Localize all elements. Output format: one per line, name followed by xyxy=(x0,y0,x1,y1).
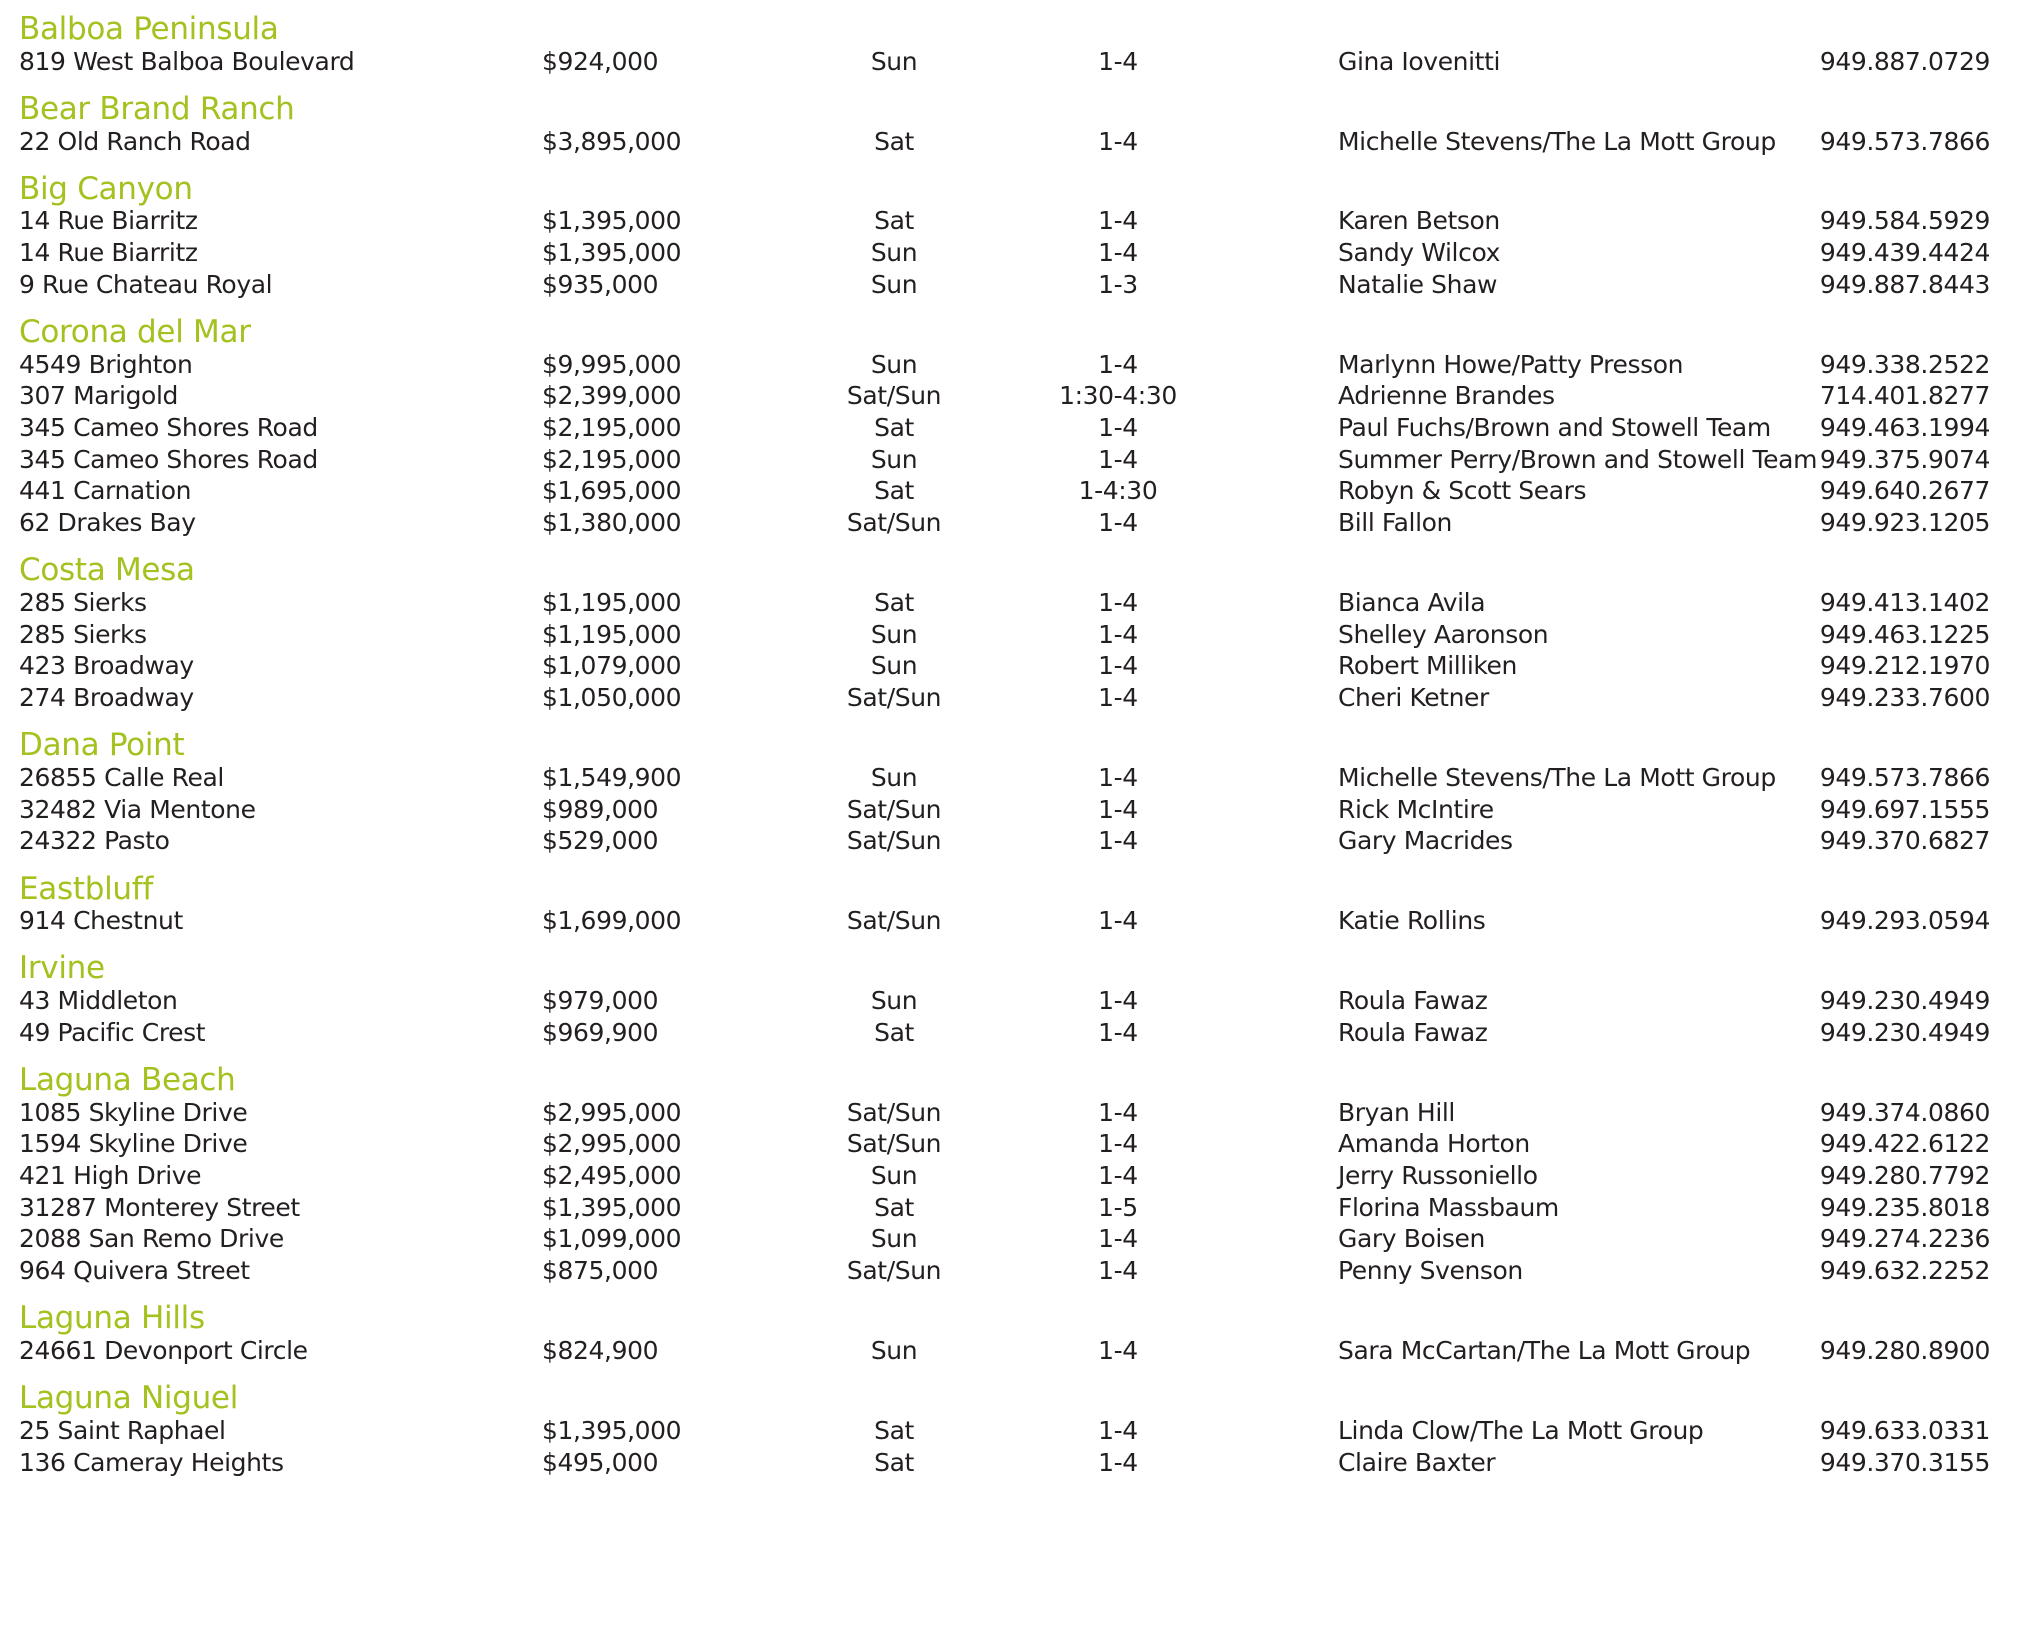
listing-day: Sat xyxy=(874,1447,914,1477)
listing-price: $2,495,000 xyxy=(542,1161,682,1190)
neighborhood-heading: Laguna Hills xyxy=(19,1300,205,1337)
listing-phone: 949.280.8900 xyxy=(1819,1335,1990,1365)
listing-address: 26855 Calle Real xyxy=(19,762,224,792)
listing-agent: Marlynn Howe/Patty Presson xyxy=(1338,349,1684,379)
listing-day: Sat/Sun xyxy=(846,906,942,936)
listing-time: 1-4 xyxy=(1098,46,1138,76)
listing-agent: Bill Fallon xyxy=(1338,508,1452,538)
listing-price: $935,000 xyxy=(542,269,659,299)
listing-phone: 949.375.9074 xyxy=(1819,444,1990,474)
listing-address: 914 Chestnut xyxy=(19,906,183,936)
listing-day: Sat/Sun xyxy=(846,683,942,713)
listing-phone: 949.697.1555 xyxy=(1819,794,1990,824)
listing-price: $529,000 xyxy=(542,826,659,856)
listing-agent: Katie Rollins xyxy=(1338,906,1486,936)
neighborhood-heading: Big Canyon xyxy=(19,170,193,207)
listing-phone: 949.573.7866 xyxy=(1819,762,1990,792)
listing-day: Sun xyxy=(870,238,918,268)
listing-row xyxy=(0,682,2020,714)
listing-day: Sat xyxy=(874,1017,914,1047)
listing-address: 49 Pacific Crest xyxy=(19,1017,206,1047)
listing-row xyxy=(0,1415,2020,1447)
listing-row xyxy=(0,1335,2020,1367)
listing-address: 22 Old Ranch Road xyxy=(19,126,251,156)
listing-agent: Gina Iovenitti xyxy=(1338,46,1501,76)
listing-address: 136 Cameray Heights xyxy=(19,1447,284,1477)
listing-day: Sat/Sun xyxy=(846,1129,942,1159)
neighborhood-section xyxy=(0,170,2020,301)
listing-time: 1-4 xyxy=(1098,1129,1138,1159)
listing-day: Sat/Sun xyxy=(846,1256,942,1286)
neighborhood-section xyxy=(0,552,2020,713)
listing-address: 62 Drakes Bay xyxy=(19,508,196,538)
listing-phone: 949.235.8018 xyxy=(1819,1192,1990,1222)
neighborhood-section xyxy=(0,90,2020,157)
listing-address: 345 Cameo Shores Road xyxy=(19,413,318,443)
listing-row xyxy=(0,619,2020,651)
listing-address: 14 Rue Biarritz xyxy=(19,206,198,236)
listing-time: 1-4 xyxy=(1098,683,1138,713)
listing-phone: 949.887.0729 xyxy=(1819,46,1990,76)
listing-agent: Cheri Ketner xyxy=(1338,683,1489,713)
listing-row xyxy=(0,237,2020,269)
listing-row xyxy=(0,475,2020,507)
listing-row xyxy=(0,825,2020,857)
listing-day: Sun xyxy=(870,1224,918,1254)
neighborhood-section xyxy=(0,870,2020,937)
listing-day: Sun xyxy=(870,46,918,76)
neighborhood-heading: Eastbluff xyxy=(19,870,153,907)
listing-phone: 949.230.4949 xyxy=(1819,1017,1990,1047)
listing-address: 285 Sierks xyxy=(19,619,147,649)
listing-day: Sat xyxy=(874,206,914,236)
listing-price: $2,995,000 xyxy=(542,1129,682,1159)
listing-row xyxy=(0,587,2020,619)
listing-row xyxy=(0,412,2020,444)
listing-time: 1-4 xyxy=(1098,588,1138,617)
listing-day: Sun xyxy=(870,619,918,649)
listing-address: 25 Saint Raphael xyxy=(19,1415,226,1445)
listing-day: Sat/Sun xyxy=(846,1097,942,1127)
listing-day: Sat/Sun xyxy=(846,794,942,824)
listing-phone: 949.370.3155 xyxy=(1819,1447,1990,1477)
listing-agent: Penny Svenson xyxy=(1338,1256,1523,1286)
listing-row xyxy=(0,1128,2020,1160)
listing-address: 4549 Brighton xyxy=(19,349,193,379)
listing-time: 1-4 xyxy=(1098,762,1138,792)
neighborhood-heading: Bear Brand Ranch xyxy=(19,90,295,127)
listing-row xyxy=(0,762,2020,794)
listing-phone: 949.413.1402 xyxy=(1819,588,1990,617)
listing-price: $3,895,000 xyxy=(542,126,682,156)
listing-price: $2,195,000 xyxy=(542,444,682,474)
listing-phone: 949.230.4949 xyxy=(1819,986,1990,1016)
listing-price: $989,000 xyxy=(542,794,659,824)
listing-row xyxy=(0,269,2020,301)
listing-row xyxy=(0,1447,2020,1479)
listing-price: $9,995,000 xyxy=(542,349,682,379)
listing-day: Sun xyxy=(870,269,918,299)
listing-agent: Florina Massbaum xyxy=(1338,1192,1559,1222)
listing-price: $824,900 xyxy=(542,1335,659,1365)
listing-time: 1-5 xyxy=(1098,1192,1138,1222)
listing-price: $924,000 xyxy=(542,46,659,76)
listing-day: Sun xyxy=(870,444,918,474)
listing-agent: Amanda Horton xyxy=(1338,1129,1530,1159)
listing-address: 274 Broadway xyxy=(19,683,194,713)
listing-agent: Robyn & Scott Sears xyxy=(1338,476,1587,506)
listing-agent: Linda Clow/The La Mott Group xyxy=(1338,1415,1704,1445)
listing-row xyxy=(0,126,2020,158)
listing-address: 421 High Drive xyxy=(19,1161,202,1190)
listing-price: $1,195,000 xyxy=(542,588,682,617)
listing-price: $1,699,000 xyxy=(542,906,682,936)
listing-phone: 949.573.7866 xyxy=(1819,126,1990,156)
listing-address: 9 Rue Chateau Royal xyxy=(19,269,273,299)
listing-price: $1,195,000 xyxy=(542,619,682,649)
listing-phone: 949.374.0860 xyxy=(1819,1097,1990,1127)
listing-phone: 949.422.6122 xyxy=(1819,1129,1990,1159)
listing-time: 1-4 xyxy=(1098,651,1138,681)
listing-price: $1,099,000 xyxy=(542,1224,682,1254)
listing-time: 1-4 xyxy=(1098,619,1138,649)
listing-row xyxy=(0,46,2020,78)
listing-row xyxy=(0,444,2020,476)
listing-row xyxy=(0,985,2020,1017)
listing-address: 1085 Skyline Drive xyxy=(19,1097,248,1127)
neighborhood-section xyxy=(0,950,2020,1048)
neighborhood-heading: Balboa Peninsula xyxy=(19,11,279,47)
listing-day: Sun xyxy=(870,1161,918,1190)
listing-address: 14 Rue Biarritz xyxy=(19,238,198,268)
listing-address: 1594 Skyline Drive xyxy=(19,1129,248,1159)
listing-price: $1,395,000 xyxy=(542,206,682,236)
listing-row xyxy=(0,1017,2020,1049)
listing-time: 1-4 xyxy=(1098,1447,1138,1477)
listing-agent: Claire Baxter xyxy=(1338,1447,1496,1477)
listing-phone: 714.401.8277 xyxy=(1819,381,1990,411)
listing-agent: Shelley Aaronson xyxy=(1338,619,1549,649)
listing-price: $1,695,000 xyxy=(542,476,682,506)
listing-price: $1,380,000 xyxy=(542,508,682,538)
listing-price: $2,195,000 xyxy=(542,413,682,443)
listing-price: $875,000 xyxy=(542,1256,659,1286)
listing-time: 1-4 xyxy=(1098,1335,1138,1365)
listing-time: 1-4 xyxy=(1098,1415,1138,1445)
listing-address: 345 Cameo Shores Road xyxy=(19,444,318,474)
listing-time: 1-4 xyxy=(1098,126,1138,156)
neighborhood-heading: Laguna Beach xyxy=(19,1061,236,1098)
listing-price: $2,995,000 xyxy=(542,1097,682,1127)
listing-phone: 949.923.1205 xyxy=(1819,508,1990,538)
listing-agent: Bianca Avila xyxy=(1338,588,1486,617)
listing-agent: Natalie Shaw xyxy=(1338,269,1498,299)
listing-phone: 949.274.2236 xyxy=(1819,1224,1990,1254)
listing-row xyxy=(0,349,2020,381)
listing-address: 24322 Pasto xyxy=(19,826,170,856)
listing-agent: Robert Milliken xyxy=(1338,651,1517,681)
listing-day: Sat xyxy=(874,1192,914,1222)
listing-price: $969,900 xyxy=(542,1017,659,1047)
listing-agent: Michelle Stevens/The La Mott Group xyxy=(1338,762,1776,792)
listing-time: 1-4 xyxy=(1098,413,1138,443)
listing-phone: 949.293.0594 xyxy=(1819,906,1990,936)
listing-address: 307 Marigold xyxy=(19,381,178,411)
neighborhood-heading: Irvine xyxy=(19,950,105,987)
listing-row xyxy=(0,205,2020,237)
listing-agent: Adrienne Brandes xyxy=(1338,381,1555,411)
listing-phone: 949.633.0331 xyxy=(1819,1415,1990,1445)
listing-price: $495,000 xyxy=(542,1447,659,1477)
listing-row xyxy=(0,380,2020,412)
listing-phone: 949.370.6827 xyxy=(1819,826,1990,856)
listing-row xyxy=(0,794,2020,826)
listing-address: 819 West Balboa Boulevard xyxy=(19,46,355,76)
listing-phone: 949.632.2252 xyxy=(1819,1256,1990,1286)
listing-price: $1,395,000 xyxy=(542,1192,682,1222)
listing-time: 1-4 xyxy=(1098,508,1138,538)
listing-row xyxy=(0,1160,2020,1192)
listing-day: Sat/Sun xyxy=(846,826,942,856)
listing-time: 1-4 xyxy=(1098,444,1138,474)
listing-price: $1,050,000 xyxy=(542,683,682,713)
listing-address: 2088 San Remo Drive xyxy=(19,1224,284,1254)
listing-row xyxy=(0,905,2020,937)
neighborhood-heading: Dana Point xyxy=(19,727,185,764)
listing-price: $979,000 xyxy=(542,986,659,1016)
listing-agent: Rick McIntire xyxy=(1338,794,1494,824)
listing-address: 31287 Monterey Street xyxy=(19,1192,300,1222)
listing-row xyxy=(0,650,2020,682)
listing-phone: 949.233.7600 xyxy=(1819,683,1990,713)
listing-agent: Summer Perry/Brown and Stowell Team xyxy=(1338,444,1818,474)
listing-agent: Sara McCartan/The La Mott Group xyxy=(1338,1335,1751,1365)
listing-address: 24661 Devonport Circle xyxy=(19,1335,308,1365)
listing-day: Sat xyxy=(874,1415,914,1445)
listing-day: Sun xyxy=(870,762,918,792)
listing-address: 285 Sierks xyxy=(19,588,147,617)
listing-row xyxy=(0,1255,2020,1287)
listing-address: 964 Quivera Street xyxy=(19,1256,250,1286)
listing-time: 1-4 xyxy=(1098,206,1138,236)
listing-phone: 949.463.1994 xyxy=(1819,413,1990,443)
listing-agent: Sandy Wilcox xyxy=(1338,238,1500,268)
listing-price: $2,399,000 xyxy=(542,381,682,411)
listing-agent: Gary Boisen xyxy=(1338,1224,1485,1254)
neighborhood-heading: Laguna Niguel xyxy=(19,1380,239,1417)
listing-agent: Jerry Russoniello xyxy=(1338,1161,1538,1190)
listing-row xyxy=(0,1223,2020,1255)
neighborhood-section xyxy=(0,11,2020,77)
listing-time: 1-4 xyxy=(1098,986,1138,1016)
listing-time: 1-4:30 xyxy=(1078,476,1158,506)
listing-row xyxy=(0,507,2020,539)
listing-phone: 949.887.8443 xyxy=(1819,269,1990,299)
listing-phone: 949.338.2522 xyxy=(1819,349,1990,379)
listing-phone: 949.640.2677 xyxy=(1819,476,1990,506)
listing-phone: 949.584.5929 xyxy=(1819,206,1990,236)
listing-day: Sat xyxy=(874,413,914,443)
listing-time: 1-4 xyxy=(1098,349,1138,379)
listing-day: Sun xyxy=(870,651,918,681)
listing-address: 43 Middleton xyxy=(19,986,178,1016)
listing-time: 1-4 xyxy=(1098,1224,1138,1254)
listing-day: Sat/Sun xyxy=(846,508,942,538)
listing-time: 1-4 xyxy=(1098,1256,1138,1286)
listing-day: Sun xyxy=(870,1335,918,1365)
neighborhood-section xyxy=(0,727,2020,857)
listing-time: 1-4 xyxy=(1098,794,1138,824)
listing-day: Sat xyxy=(874,476,914,506)
listing-agent: Roula Fawaz xyxy=(1338,986,1488,1016)
listing-agent: Gary Macrides xyxy=(1338,826,1513,856)
listing-phone: 949.439.4424 xyxy=(1819,238,1990,268)
listing-address: 423 Broadway xyxy=(19,651,194,681)
listing-day: Sat/Sun xyxy=(846,381,942,411)
listing-time: 1-4 xyxy=(1098,238,1138,268)
neighborhood-section xyxy=(0,1300,2020,1366)
listing-time: 1:30-4:30 xyxy=(1059,381,1177,411)
listing-address: 441 Carnation xyxy=(19,476,192,506)
neighborhood-heading: Corona del Mar xyxy=(19,314,251,350)
listing-row xyxy=(0,1097,2020,1129)
listing-agent: Karen Betson xyxy=(1338,206,1500,236)
listing-price: $1,079,000 xyxy=(542,651,682,681)
listing-agent: Roula Fawaz xyxy=(1338,1017,1488,1047)
listing-time: 1-4 xyxy=(1098,1161,1138,1190)
listing-phone: 949.280.7792 xyxy=(1819,1161,1990,1190)
listing-agent: Michelle Stevens/The La Mott Group xyxy=(1338,126,1776,156)
listing-day: Sun xyxy=(870,986,918,1016)
listing-time: 1-4 xyxy=(1098,1097,1138,1127)
listing-phone: 949.212.1970 xyxy=(1819,651,1990,681)
listing-price: $1,395,000 xyxy=(542,1415,682,1445)
listing-time: 1-3 xyxy=(1098,269,1138,299)
listing-price: $1,549,900 xyxy=(542,762,682,792)
neighborhood-heading: Costa Mesa xyxy=(19,552,195,589)
listing-time: 1-4 xyxy=(1098,906,1138,936)
listing-agent: Paul Fuchs/Brown and Stowell Team xyxy=(1338,413,1771,443)
listing-day: Sat xyxy=(874,588,914,617)
listing-phone: 949.463.1225 xyxy=(1819,619,1990,649)
listing-price: $1,395,000 xyxy=(542,238,682,268)
neighborhood-section xyxy=(0,1061,2020,1287)
listing-row xyxy=(0,1192,2020,1224)
neighborhood-section xyxy=(0,314,2020,539)
listing-day: Sun xyxy=(870,349,918,379)
listing-time: 1-4 xyxy=(1098,1017,1138,1047)
listing-agent: Bryan Hill xyxy=(1338,1097,1455,1127)
neighborhood-section xyxy=(0,1380,2020,1478)
listing-time: 1-4 xyxy=(1098,826,1138,856)
open-house-listing xyxy=(0,11,2020,1478)
listing-address: 32482 Via Mentone xyxy=(19,794,256,824)
listing-day: Sat xyxy=(874,126,914,156)
